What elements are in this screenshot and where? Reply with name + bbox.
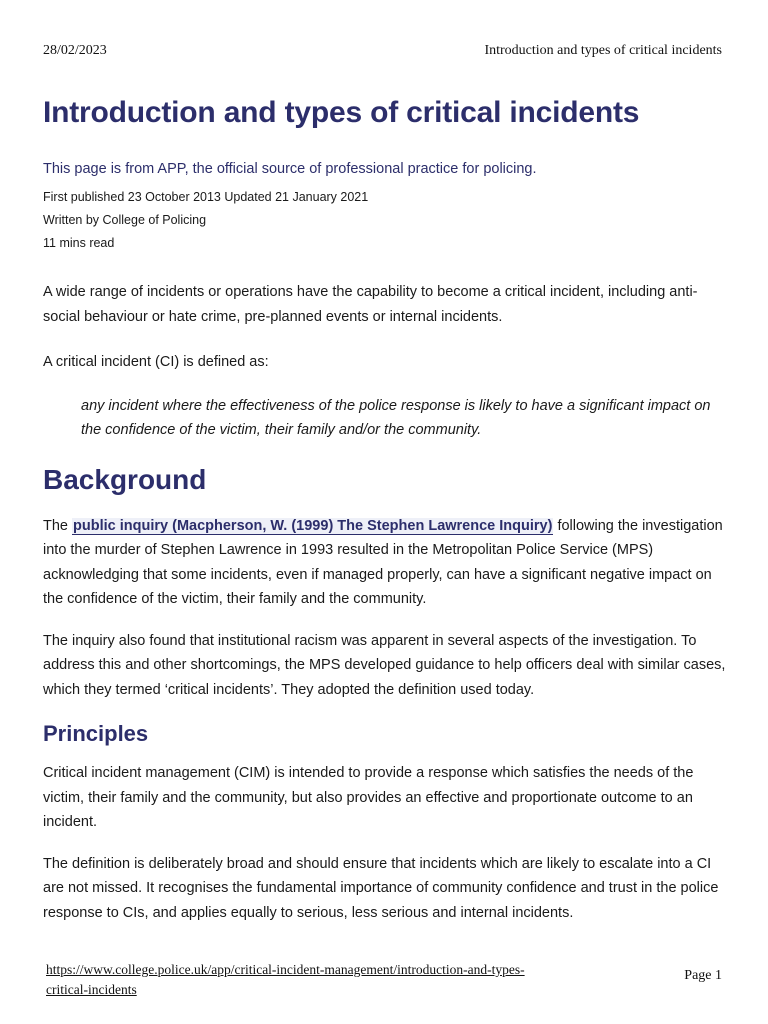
- background-paragraph-2: The inquiry also found that institutional racism was apparent in several aspects of the investigation. To address this and other shortcomings, the MPS developed guidance to help officers deal with similar cases, which they termed ‘critical incidents’. They adopted the definition used today.: [43, 632, 726, 698]
- background-paragraph-1: [43, 514, 728, 612]
- publish-date: First published 23 October 2013 Updated 21 January 2021: [43, 190, 369, 204]
- principles-paragraph-1: Critical incident management (CIM) is intended to provide a response which satisfies the needs of the victim, their family and the community, but also provides an effective and proportionate outcome to an incident.: [43, 765, 694, 830]
- definition-quote: any incident where the effectiveness of the police response is likely to have a significant impact on the confidence of the victim, their family and/or the community.: [81, 397, 711, 438]
- background-heading: Background: [43, 463, 207, 495]
- article-meta: [43, 186, 728, 255]
- background-p1-prefix: The: [43, 517, 68, 534]
- author: Written by College of Policing: [43, 213, 207, 227]
- read-time: 11 mins read: [43, 236, 115, 250]
- principles-heading: Principles: [43, 721, 149, 746]
- footer-url-link[interactable]: https://www.college.police.uk/app/critical-incident-management/introduction-and-types-critical-incidents: [46, 962, 525, 997]
- intro-paragraph: A wide range of incidents or operations have the capability to become a critical incident, including anti-social behaviour or hate crime, pre-planned events or internal incidents.: [43, 284, 698, 325]
- print-header-title: Introduction and types of critical incidents: [484, 43, 722, 58]
- source-note: This page is from APP, the official source of professional practice for policing.: [43, 161, 537, 177]
- principles-paragraph-2: The definition is deliberately broad and should ensure that incidents which are likely to escalate into a CI are not missed. It recognises the fundamental importance of community confidence and trust in the police response to CIs, and applies equally to serious, less serious and internal incidents.: [43, 855, 719, 921]
- page-title: Introduction and types of critical incidents: [43, 96, 640, 129]
- public-inquiry-link[interactable]: public inquiry (Macpherson, W. (1999) The Stephen Lawrence Inquiry): [73, 517, 553, 534]
- print-header: [43, 43, 722, 63]
- background-p1-suffix: following the investigation into the murder of Stephen Lawrence in 1993 resulted in the Metropolitan Police Service (MPS) acknowledging that some incidents, even if managed properly, can have a significant negative impact on the confidence of the victim, their family and the community.: [43, 517, 723, 607]
- definition-lead: A critical incident (CI) is defined as:: [43, 354, 269, 370]
- page-number: Page 1: [684, 968, 722, 983]
- print-date: 28/02/2023: [43, 43, 107, 58]
- article-content: [43, 88, 728, 925]
